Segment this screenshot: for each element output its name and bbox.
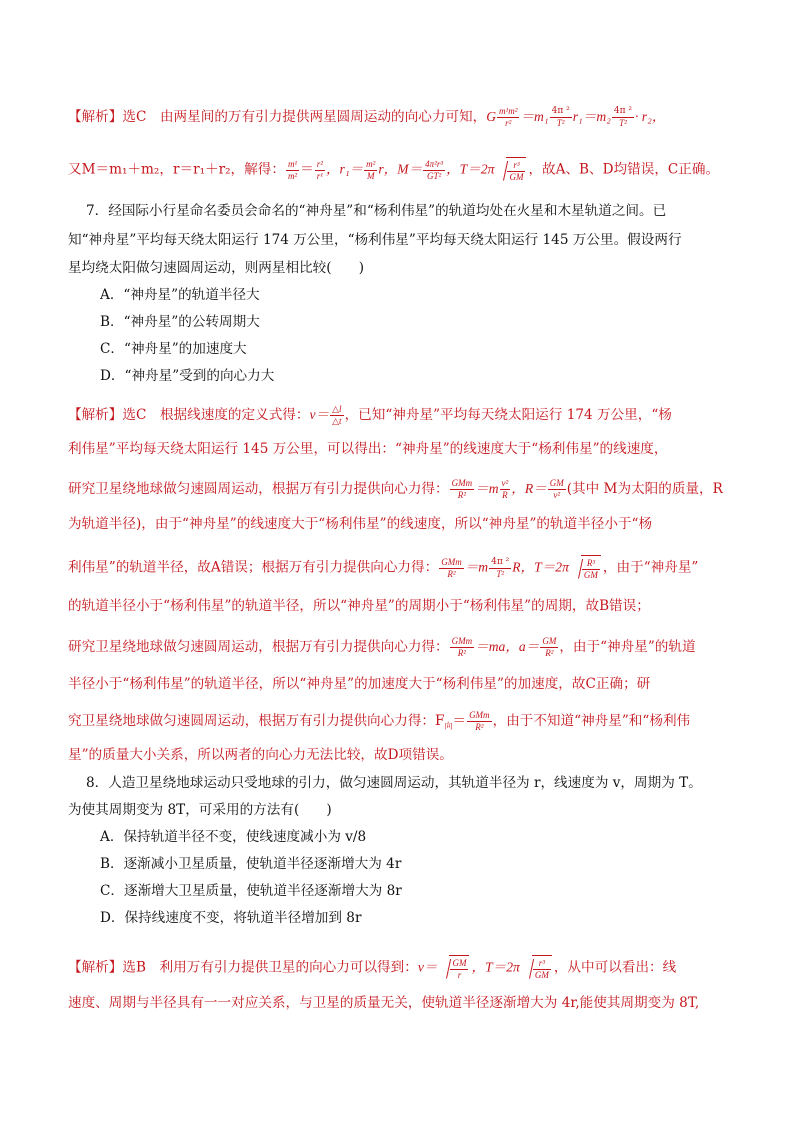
solution-7-line-9 [68,710,690,736]
fraction-denominator: T² [619,118,627,128]
fraction-denominator: M [367,170,375,181]
solution-7-text: 【解析】选C 根据线速度的定义式得： [68,407,310,423]
question-7-option-c: C．“神舟星”的加速度大 [100,341,247,357]
formula-text: ＝ma，a＝ [475,639,540,654]
formula-text: ＝m [475,481,499,496]
formula-text: r₁＝m₂ [572,109,611,124]
formula-text: ，T＝2π [446,161,495,177]
solution-8-line-2: 速度、周期与半径具有一一对应关系，与卫星的质量无关，使轨道半径逐渐增大为 4r,能使其周期变为 8T, [68,995,700,1011]
solution-6-text: 又M＝m₁＋m₂，r＝r₁＋r₂，解得： [68,161,285,178]
solution-7-text: ，由于“神舟星” [602,559,699,576]
fraction [612,106,634,129]
question-7-line-3: 星均绕太阳做匀速圆周运动，则两星相比较( ) [68,260,365,276]
fraction-denominator: R² [457,648,466,658]
fraction-denominator: R [502,490,508,500]
question-8-option-c: C．逐渐增大卫星质量，使轨道半径逐渐增大为 8r [100,883,402,899]
formula-text: · r₂， [635,109,666,124]
question-8-option-a: A．保持轨道半径不变，使线速度减小为 v/8 [100,829,367,845]
fraction [467,710,492,733]
square-root [496,157,526,183]
solution-6-text: ，故A、B、D均错误，C正确。 [528,161,720,178]
fraction-denominator: R² [457,490,466,500]
question-7-line-2: 知“神舟星”平均每天绕太阳运行 174 万公里，“杨利伟星”平均每天绕太阳运行 145 万公里。假设两行 [68,232,682,248]
question-8-line-2: 为使其周期变为 8T，可采用的方法有( ) [68,802,332,818]
fraction-denominator: R² [447,568,456,579]
fraction [500,478,511,501]
fraction-numerator: GM [452,958,467,968]
solution-7-text: 研究卫星绕地球做匀速圆周运动，根据万有引力提供向心力得： [68,481,449,497]
formula-text: ，R＝ [511,481,547,496]
fraction [423,159,445,182]
fraction-numerator: m¹ [287,158,298,169]
fraction-numerator: r³ [533,958,551,970]
fraction [540,636,558,659]
fraction [548,478,566,501]
solution-7-text: 研究卫星绕地球做匀速圆周运动，根据万有引力提供向心力得： [68,639,449,655]
fraction-denominator: △t [332,416,342,426]
fraction-numerator: 4π ² [613,106,632,116]
solution-7-text: ，由于“神舟星”的轨道 [559,639,696,655]
fraction-denominator: GM [509,172,524,182]
solution-7-text: ，由于不知道“神舟星”和“杨利伟 [492,713,691,729]
fraction [315,159,325,182]
fraction-denominator: R² [545,648,554,658]
fraction-numerator: r³ [507,160,525,172]
solution-7-line-8: 半径小于“杨利伟星”的轨道半径，所以“神舟星”的加速度大于“杨利伟星”的加速度，故C正确；研 [68,676,651,692]
fraction-numerator: GMm [451,636,473,646]
question-8-option-d: D．保持线速度不变，将轨道半径增加到 8r [100,910,362,926]
fraction [364,159,377,182]
question-7-line-1: 7．经国际小行星命名委员会命名的“神舟星”和“杨利伟星”的轨道均处在火星和木星轨道之间。已 [86,203,667,219]
fraction-numerator: m¹m² [499,106,518,116]
solution-7-line-3 [68,478,723,501]
solution-7-text: ，已知“神舟星”平均每天绕太阳运行 174 万公里，“杨 [344,407,672,423]
solution-8-line-1 [68,955,676,981]
solution-6-line-1 [68,106,665,129]
square-root [522,955,552,981]
solution-8-text: ，从中可以看出：线 [553,959,677,976]
solution-7-line-5 [68,555,698,581]
fraction-denominator: T² [496,568,505,579]
formula-text: R，T＝2π [512,559,569,575]
fraction [286,159,299,182]
fraction-denominator: r² [505,118,512,128]
fraction-denominator: v² [553,490,561,500]
solution-8-text: 【解析】选B 利用万有引力提供卫星的向心力可以得到： [68,959,418,976]
solution-7-line-10: 星”的质量大小关系，所以两者的向心力无法比较，故D项错误。 [68,747,453,763]
formula-text: ，r₁＝ [325,161,364,177]
fraction-numerator: 4π ² [491,556,510,567]
question-8-option-b: B．逐渐减小卫星质量，使轨道半径逐渐增大为 4r [100,856,402,872]
solution-7-line-7 [68,636,696,659]
fraction-denominator: r [457,970,462,980]
fraction-numerator: R³ [582,558,600,570]
fraction [450,636,475,659]
solution-7-line-6: 的轨道半径小于“杨利伟星”的轨道半径，所以“神舟星”的周期小于“杨利伟星”的周期，故B错误； [68,598,650,614]
fraction [439,557,464,580]
fraction-numerator: m² [366,158,376,169]
formula-text: ＝m₁ [520,109,549,124]
square-root [571,555,601,581]
fraction [550,106,572,129]
fraction-numerator: 4π ² [551,106,570,116]
question-7-option-d: D．“神舟星”受到的向心力大 [100,368,275,384]
fraction [497,106,519,129]
formula-symbol: G [486,109,497,124]
fraction-numerator: 4π²r³ [425,158,444,169]
solution-6-line-2 [68,157,719,183]
formula-text: r，M＝ [378,161,423,177]
fraction-denominator: r¹ [316,170,323,181]
solution-7-line-4: 为轨道半径)，由于“神舟星”的线速度大于“杨利伟星”的线速度，所以“神舟星”的轨道半径小于“杨 [68,516,653,532]
solution-7-text: 究卫星绕地球做匀速圆周运动，根据万有引力提供向心力得：F [68,713,445,729]
fraction-numerator: GM [549,478,564,488]
question-7-option-a: A．“神舟星”的轨道半径大 [100,287,260,303]
formula-text: ＝ [452,713,467,729]
fraction-denominator: GM [583,570,598,580]
fraction-numerator: △l [332,404,342,414]
formula-text: ，T＝2π [471,959,520,975]
solution-6-text: 【解析】选C 由两星间的万有引力提供两星圆周运动的向心力可知， [68,109,487,125]
fraction [450,478,475,501]
question-7-option-b: B．“神舟星”的公转周期大 [100,314,260,330]
square-root [439,955,469,981]
fraction-numerator: v² [501,478,509,488]
solution-7-line-2: 利伟星”平均每天绕太阳运行 145 万公里，可以得出：“神舟星”的线速度大于“杨利伟星”的线速度， [68,441,668,457]
fraction-numerator: r² [316,158,323,169]
subscript: 向 [444,721,453,731]
formula-text: ＝m [464,559,489,575]
fraction-numerator: GMm [441,556,462,567]
solution-7-text: 利伟星”的轨道半径，故A错误；根据万有引力提供向心力得： [68,559,439,576]
question-8-line-1: 8．人造卫星绕地球运动只受地球的引力，做匀速圆周运动，其轨道半径为 r，线速度为 v，周期为 T。 [86,775,702,791]
formula-text: v＝ [309,407,330,422]
fraction [330,404,343,427]
fraction-numerator: GM [542,636,557,646]
fraction-denominator: R² [475,722,484,732]
fraction-denominator: GM [534,970,549,980]
fraction-denominator: m² [287,170,298,181]
fraction-denominator: T² [556,118,565,128]
formula-text: v＝ [417,959,438,975]
solution-7-line-1 [68,404,672,427]
fraction [489,557,511,580]
solution-7-text: (其中 M为太阳的质量，R [566,481,723,497]
fraction-denominator: GT² [427,170,442,181]
fraction-numerator: GMm [451,478,473,488]
fraction-numerator: GMm [469,710,490,720]
formula-text: ＝ [300,161,314,178]
